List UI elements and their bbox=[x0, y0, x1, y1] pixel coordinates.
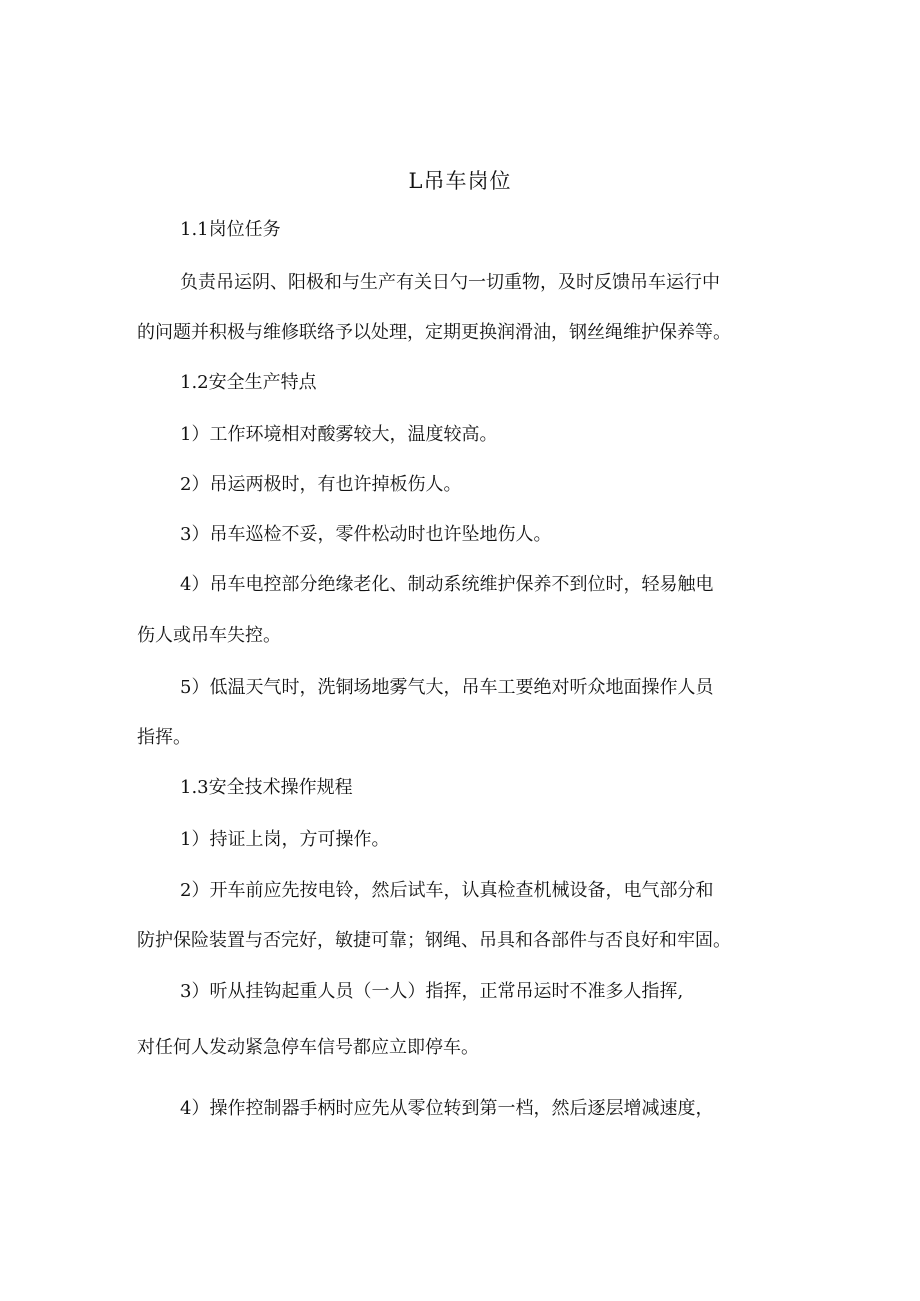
section-heading-1-2: 1.2安全生产特点 bbox=[180, 372, 317, 393]
section-heading-1-3: 1.3安全技术操作规程 bbox=[180, 777, 353, 798]
list-item: 1）工作环境相对酸雾较大，温度较高。 bbox=[180, 424, 498, 445]
list-item: 4）吊车电控部分绝缘老化、制动系统维护保养不到位时，轻易触电 bbox=[180, 574, 714, 595]
list-item-continuation: 对任何人发动紧急停车信号都应立即停车。 bbox=[137, 1037, 479, 1058]
list-item: 5）低温天气时，洗铜场地雾气大，吊车工要绝对听众地面操作人员 bbox=[180, 677, 714, 698]
list-item: 2）开车前应先按电铃，然后试车，认真检查机械设备，电气部分和 bbox=[180, 880, 714, 901]
page-title: L吊车岗位 bbox=[408, 169, 512, 193]
list-item-continuation: 指挥。 bbox=[137, 727, 191, 748]
list-item-continuation: 伤人或吊车失控。 bbox=[137, 625, 281, 646]
list-item: 4）操作控制器手柄时应先从零位转到第一档，然后逐层增减速度， bbox=[180, 1098, 714, 1119]
list-item: 1）持证上岗，方可操作。 bbox=[180, 829, 390, 850]
list-item-continuation: 防护保险装置与否完好，敏捷可靠；钢绳、吊具和各部件与否良好和牢固。 bbox=[137, 930, 731, 951]
list-item: 2）吊运两极时，有也许掉板伤人。 bbox=[180, 474, 462, 495]
paragraph-line: 的问题并积极与维修联络予以处理，定期更换润滑油，钢丝绳维护保养等。 bbox=[137, 322, 731, 343]
paragraph-line: 负责吊运阴、阳极和与生产有关日勺一切重物，及时反馈吊车运行中 bbox=[180, 272, 720, 293]
list-item: 3）听从挂钩起重人员（一人）指挥，正常吊运时不准多人指挥, bbox=[180, 981, 684, 1002]
list-item: 3）吊车巡检不妥，零件松动时也许坠地伤人。 bbox=[180, 524, 552, 545]
section-heading-1-1: 1.1岗位任务 bbox=[180, 219, 281, 240]
